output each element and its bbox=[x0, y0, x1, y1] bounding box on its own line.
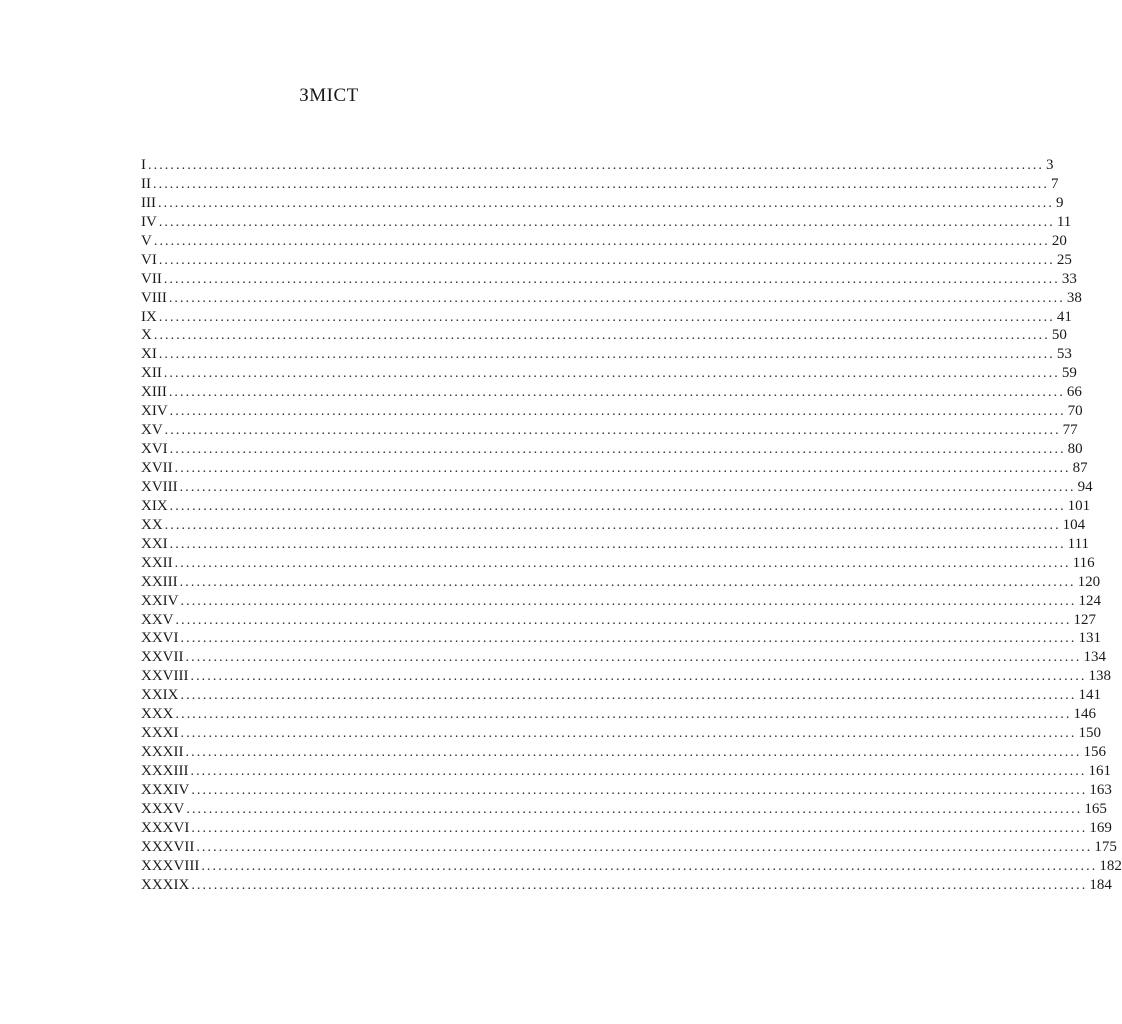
toc-entry-label: XX bbox=[141, 516, 163, 533]
toc-entry-label: XXXIV bbox=[141, 781, 190, 798]
toc-entry bbox=[141, 459, 1088, 478]
toc-entry-label: X bbox=[141, 327, 152, 344]
toc-entry bbox=[141, 743, 1106, 762]
toc-entry-page-number: 87 bbox=[1072, 460, 1088, 476]
toc-entry-page-number: 9 bbox=[1056, 194, 1064, 211]
dot-leader: ................................................................................................................................................................ bbox=[191, 877, 1088, 893]
toc-entry bbox=[141, 289, 1082, 308]
toc-entry-page-number: 104 bbox=[1062, 516, 1086, 533]
toc-entry-page-number: 53 bbox=[1056, 346, 1072, 363]
toc-entry-label: VIII bbox=[141, 289, 167, 306]
toc-entry-label: II bbox=[141, 175, 151, 192]
toc-entry-page-number: 70 bbox=[1067, 403, 1083, 420]
toc-entry-label: XXIX bbox=[141, 687, 179, 704]
toc-entry-page-number: 138 bbox=[1088, 668, 1111, 685]
toc-entry-page-number: 182 bbox=[1099, 857, 1122, 874]
toc-entry-page-number: 131 bbox=[1078, 630, 1101, 647]
toc-entry bbox=[141, 194, 1064, 213]
toc-entry-page-number: 3 bbox=[1046, 157, 1054, 173]
dot-leader: ................................................................................................................................................................ bbox=[174, 555, 1071, 571]
toc-entry-page-number: 38 bbox=[1066, 289, 1082, 306]
toc-entry-page-number: 175 bbox=[1094, 838, 1117, 855]
toc-entry bbox=[141, 478, 1093, 497]
dot-leader: ................................................................................................................................................................ bbox=[191, 782, 1088, 798]
toc-entry-page-number: 7 bbox=[1051, 175, 1059, 192]
toc-entry bbox=[141, 270, 1077, 289]
dot-leader: ................................................................................................................................................................ bbox=[180, 593, 1077, 609]
toc-entry bbox=[141, 497, 1091, 516]
toc-entry-label: VII bbox=[141, 270, 162, 287]
toc-entry bbox=[141, 175, 1059, 194]
toc-entry-label: I bbox=[141, 157, 146, 173]
dot-leader: ................................................................................................................................................................ bbox=[158, 195, 1054, 211]
toc-entry-label: XXIII bbox=[141, 573, 178, 590]
toc-entry-label: XV bbox=[141, 422, 163, 439]
toc-entry-page-number: 156 bbox=[1083, 744, 1106, 761]
toc-entry-page-number: 59 bbox=[1061, 365, 1077, 382]
toc-entry bbox=[141, 516, 1086, 535]
toc-entry-page-number: 161 bbox=[1088, 763, 1111, 779]
dot-leader: ................................................................................................................................................................ bbox=[185, 650, 1082, 666]
toc-entry-label: XXI bbox=[141, 535, 168, 552]
dot-leader: ................................................................................................................................................................ bbox=[148, 158, 1044, 173]
toc-entry-label: XXXVII bbox=[141, 838, 195, 855]
dot-leader: ................................................................................................................................................................ bbox=[153, 233, 1050, 249]
toc-entry-label: IV bbox=[141, 213, 157, 230]
dot-leader: ................................................................................................................................................................ bbox=[201, 858, 1098, 874]
toc-entry-label: XXXVIII bbox=[141, 857, 200, 874]
dot-leader: ................................................................................................................................................................ bbox=[164, 517, 1061, 533]
toc-entry-page-number: 124 bbox=[1078, 592, 1101, 609]
toc-entry bbox=[141, 800, 1107, 819]
toc-entry bbox=[141, 421, 1078, 440]
dot-leader: ................................................................................................................................................................ bbox=[163, 271, 1060, 287]
toc-entry-label: VI bbox=[141, 251, 157, 268]
toc-entry-page-number: 150 bbox=[1078, 725, 1101, 742]
toc-entry bbox=[141, 251, 1072, 270]
dot-leader: ................................................................................................................................................................ bbox=[196, 839, 1093, 855]
toc-entry bbox=[141, 667, 1111, 686]
toc-entry-page-number: 116 bbox=[1072, 554, 1095, 571]
toc-entry-page-number: 94 bbox=[1077, 478, 1093, 495]
dot-leader: ................................................................................................................................................................ bbox=[179, 574, 1076, 590]
dot-leader: ................................................................................................................................................................ bbox=[158, 214, 1055, 230]
dot-leader: ................................................................................................................................................................ bbox=[190, 669, 1087, 685]
dot-leader: ................................................................................................................................................................ bbox=[169, 442, 1066, 458]
toc-entry bbox=[141, 857, 1122, 876]
toc-entry bbox=[141, 838, 1117, 857]
toc-entry-label: IX bbox=[141, 308, 157, 325]
toc-entry-label: XXII bbox=[141, 554, 173, 571]
dot-leader: ................................................................................................................................................................ bbox=[163, 366, 1060, 382]
toc-entry-page-number: 141 bbox=[1078, 687, 1101, 704]
toc-entry-page-number: 127 bbox=[1073, 611, 1096, 628]
toc-entry-page-number: 33 bbox=[1061, 270, 1077, 287]
toc-entry-label: XXX bbox=[141, 706, 174, 723]
toc-entry-page-number: 66 bbox=[1066, 384, 1082, 401]
toc-entry-page-number: 111 bbox=[1067, 535, 1090, 552]
toc-entry-page-number: 41 bbox=[1056, 308, 1072, 325]
dot-leader: ................................................................................................................................................................ bbox=[185, 745, 1082, 761]
dot-leader: ................................................................................................................................................................ bbox=[164, 423, 1061, 439]
toc-entry bbox=[141, 705, 1096, 724]
toc-entry-label: XII bbox=[141, 365, 162, 382]
toc-entry-label: XXXIII bbox=[141, 763, 189, 779]
dot-leader: ................................................................................................................................................................ bbox=[191, 820, 1088, 836]
dot-leader: ................................................................................................................................................................ bbox=[180, 726, 1077, 742]
toc-entry-page-number: 184 bbox=[1089, 876, 1112, 893]
toc-entry bbox=[141, 819, 1112, 838]
toc-entry bbox=[141, 232, 1067, 251]
toc-entry bbox=[141, 686, 1101, 705]
toc-entry-label: XIX bbox=[141, 497, 168, 514]
toc-entry-label: XXIV bbox=[141, 592, 179, 609]
toc-entry-label: XIV bbox=[141, 403, 168, 420]
toc-entry bbox=[141, 345, 1072, 364]
toc-entry-label: XXXI bbox=[141, 725, 179, 742]
toc-entry bbox=[141, 308, 1072, 327]
dot-leader: ................................................................................................................................................................ bbox=[168, 290, 1065, 306]
dot-leader: ................................................................................................................................................................ bbox=[158, 347, 1055, 363]
toc-entry-label: XXVI bbox=[141, 630, 179, 647]
toc-entry-page-number: 77 bbox=[1062, 422, 1078, 439]
dot-leader: ................................................................................................................................................................ bbox=[169, 498, 1066, 514]
toc-entry-label: XXVII bbox=[141, 649, 184, 666]
toc-entry-label: III bbox=[141, 194, 156, 211]
dot-leader: ................................................................................................................................................................ bbox=[153, 176, 1049, 192]
toc-entry-label: XVIII bbox=[141, 478, 178, 495]
dot-leader: ................................................................................................................................................................ bbox=[180, 631, 1077, 647]
dot-leader: ................................................................................................................................................................ bbox=[169, 536, 1066, 552]
toc-entry bbox=[141, 402, 1083, 421]
toc-entry bbox=[141, 383, 1082, 402]
toc-entry-page-number: 11 bbox=[1056, 213, 1072, 230]
table-of-contents bbox=[141, 156, 1122, 895]
toc-entry bbox=[141, 554, 1095, 573]
toc-entry-page-number: 165 bbox=[1084, 800, 1107, 817]
dot-leader: ................................................................................................................................................................ bbox=[175, 707, 1072, 723]
toc-entry bbox=[141, 156, 1054, 175]
toc-entry-label: V bbox=[141, 232, 152, 249]
toc-entry bbox=[141, 762, 1111, 781]
toc-entry bbox=[141, 573, 1101, 592]
dot-leader: ................................................................................................................................................................ bbox=[169, 404, 1066, 420]
dot-leader: ................................................................................................................................................................ bbox=[186, 801, 1083, 817]
toc-entry-page-number: 20 bbox=[1051, 232, 1067, 249]
page-title: ЗМІСТ bbox=[299, 85, 359, 106]
toc-entry-label: XI bbox=[141, 346, 157, 363]
toc-entry bbox=[141, 213, 1072, 232]
toc-entry bbox=[141, 629, 1101, 648]
toc-entry-page-number: 146 bbox=[1073, 706, 1096, 723]
toc-entry-label: XXXII bbox=[141, 744, 184, 761]
toc-entry-page-number: 120 bbox=[1077, 573, 1101, 590]
dot-leader: ................................................................................................................................................................ bbox=[175, 612, 1072, 628]
dot-leader: ................................................................................................................................................................ bbox=[180, 688, 1077, 704]
toc-entry-label: XIII bbox=[141, 384, 167, 401]
toc-entry bbox=[141, 724, 1101, 743]
toc-entry-label: XXV bbox=[141, 611, 174, 628]
toc-entry-page-number: 25 bbox=[1056, 251, 1072, 268]
toc-entry bbox=[141, 876, 1112, 895]
toc-entry-label: XXXVI bbox=[141, 819, 190, 836]
toc-entry bbox=[141, 326, 1067, 345]
dot-leader: ................................................................................................................................................................ bbox=[153, 328, 1050, 344]
toc-entry bbox=[141, 648, 1106, 667]
toc-entry-page-number: 163 bbox=[1089, 781, 1112, 798]
dot-leader: ................................................................................................................................................................ bbox=[168, 385, 1065, 401]
dot-leader: ................................................................................................................................................................ bbox=[174, 461, 1071, 476]
dot-leader: ................................................................................................................................................................ bbox=[179, 479, 1076, 495]
toc-entry bbox=[141, 364, 1077, 383]
toc-entry bbox=[141, 592, 1101, 611]
toc-entry-page-number: 50 bbox=[1051, 327, 1067, 344]
toc-entry-label: XXXIX bbox=[141, 876, 190, 893]
toc-entry-label: XVII bbox=[141, 460, 173, 476]
toc-entry bbox=[141, 781, 1112, 800]
toc-entry-page-number: 169 bbox=[1089, 819, 1112, 836]
toc-entry-page-number: 101 bbox=[1067, 497, 1091, 514]
toc-entry-label: XXVIII bbox=[141, 668, 189, 685]
toc-entry bbox=[141, 440, 1083, 459]
toc-entry-page-number: 80 bbox=[1067, 441, 1083, 458]
toc-entry-label: XVI bbox=[141, 441, 168, 458]
toc-entry bbox=[141, 611, 1096, 630]
dot-leader: ................................................................................................................................................................ bbox=[158, 309, 1055, 325]
dot-leader: ................................................................................................................................................................ bbox=[158, 252, 1055, 268]
toc-entry-page-number: 134 bbox=[1083, 649, 1106, 666]
dot-leader: ................................................................................................................................................................ bbox=[190, 764, 1087, 779]
toc-entry bbox=[141, 535, 1090, 554]
toc-entry-label: XXXV bbox=[141, 800, 185, 817]
